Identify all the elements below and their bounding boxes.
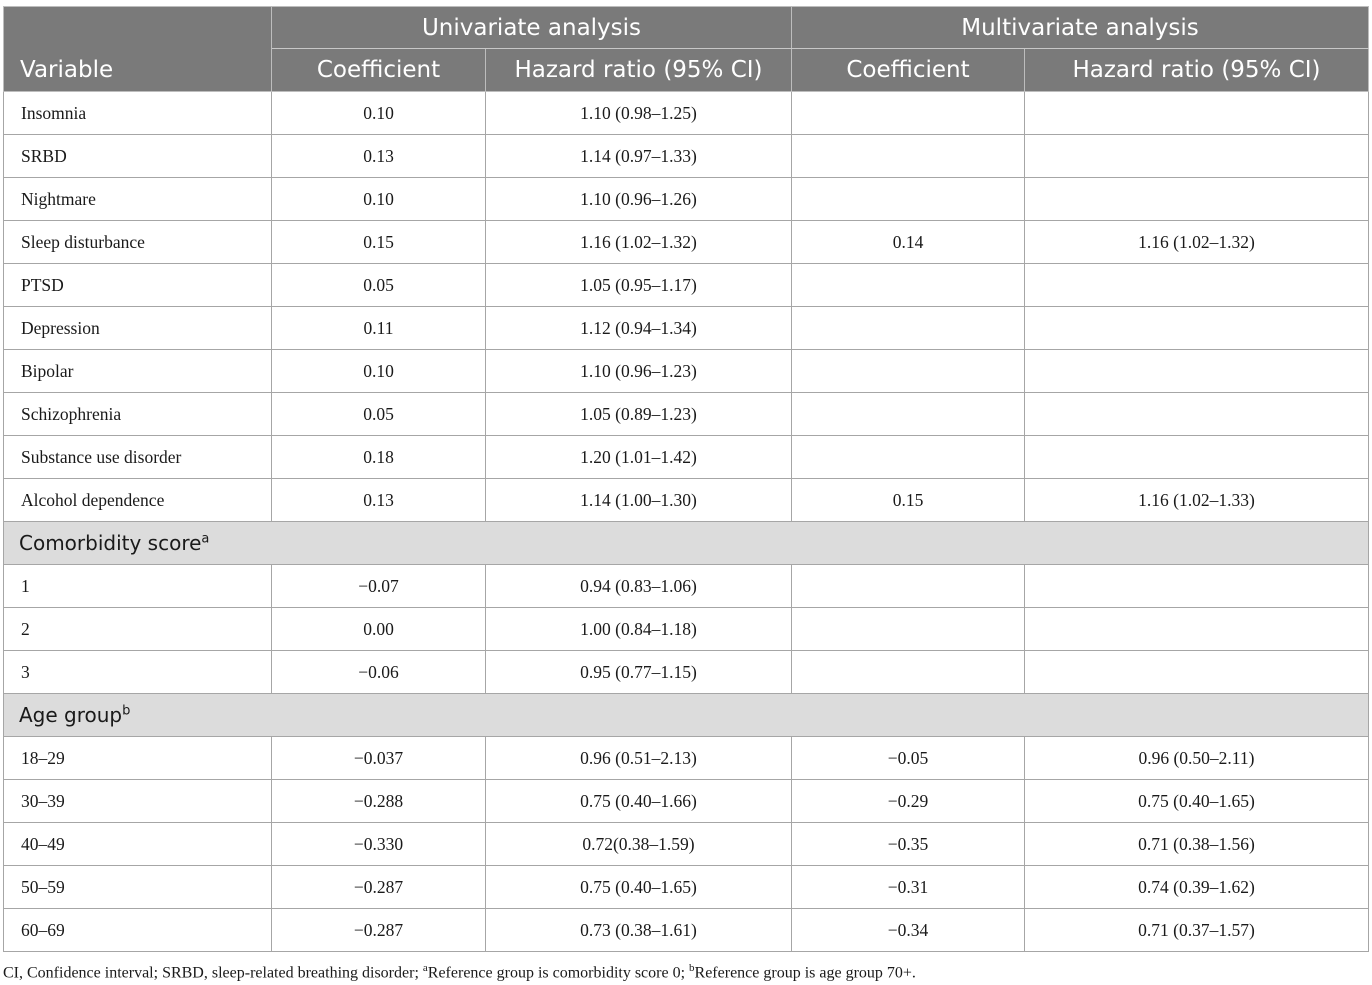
cell-multi-coef <box>792 92 1025 135</box>
cell-multi-coef: 0.15 <box>792 479 1025 522</box>
cell-uni-coef: −0.07 <box>272 565 486 608</box>
cell-variable: Schizophrenia <box>4 393 272 436</box>
cell-multi-hr <box>1025 393 1369 436</box>
cell-multi-coef <box>792 350 1025 393</box>
header-variable: Variable <box>4 7 272 92</box>
table-row <box>4 221 1369 264</box>
cell-variable: Bipolar <box>4 350 272 393</box>
cell-multi-hr <box>1025 135 1369 178</box>
cell-uni-coef: 0.05 <box>272 393 486 436</box>
cell-uni-coef: −0.06 <box>272 651 486 694</box>
cell-variable: 1 <box>4 565 272 608</box>
cell-variable: 50–59 <box>4 866 272 909</box>
section-header-comorbidity: Comorbidity score$^a$ <box>4 522 1369 565</box>
cell-uni-coef: 0.13 <box>272 479 486 522</box>
section-comorbidity <box>4 522 1369 565</box>
table-row <box>4 823 1369 866</box>
cell-uni-hr: 1.10 (0.96–1.23) <box>486 350 792 393</box>
cell-uni-coef: 0.05 <box>272 264 486 307</box>
table-row <box>4 135 1369 178</box>
cell-variable: 30–39 <box>4 780 272 823</box>
regression-table <box>3 6 1369 952</box>
cell-uni-hr: 0.96 (0.51–2.13) <box>486 737 792 780</box>
header-multivariate: Multivariate analysis <box>792 7 1369 49</box>
header-uni-coefficient: Coefficient <box>272 49 486 92</box>
table-row <box>4 479 1369 522</box>
cell-uni-hr: 0.95 (0.77–1.15) <box>486 651 792 694</box>
cell-uni-hr: 0.73 (0.38–1.61) <box>486 909 792 952</box>
cell-variable: 60–69 <box>4 909 272 952</box>
cell-multi-hr <box>1025 264 1369 307</box>
cell-uni-hr: 1.20 (1.01–1.42) <box>486 436 792 479</box>
cell-multi-hr <box>1025 307 1369 350</box>
cell-uni-hr: 1.12 (0.94–1.34) <box>486 307 792 350</box>
cell-variable: 18–29 <box>4 737 272 780</box>
cell-variable: Alcohol dependence <box>4 479 272 522</box>
table-row <box>4 866 1369 909</box>
cell-uni-hr: 1.16 (1.02–1.32) <box>486 221 792 264</box>
table-row <box>4 307 1369 350</box>
header-multi-coefficient: Coefficient <box>792 49 1025 92</box>
cell-multi-hr: 1.16 (1.02–1.33) <box>1025 479 1369 522</box>
cell-variable: PTSD <box>4 264 272 307</box>
cell-uni-coef: 0.13 <box>272 135 486 178</box>
cell-variable: Nightmare <box>4 178 272 221</box>
table-row <box>4 651 1369 694</box>
cell-uni-hr: 0.75 (0.40–1.65) <box>486 866 792 909</box>
table-row <box>4 178 1369 221</box>
cell-multi-hr <box>1025 92 1369 135</box>
cell-multi-hr <box>1025 436 1369 479</box>
section-header-age-group: Age group$^b$ <box>4 694 1369 737</box>
cell-variable: Sleep disturbance <box>4 221 272 264</box>
cell-multi-hr: 0.71 (0.38–1.56) <box>1025 823 1369 866</box>
cell-uni-hr: 1.05 (0.89–1.23) <box>486 393 792 436</box>
cell-multi-hr <box>1025 651 1369 694</box>
section-age <box>4 694 1369 737</box>
table-body-age <box>4 737 1369 952</box>
cell-multi-hr: 1.16 (1.02–1.32) <box>1025 221 1369 264</box>
cell-uni-coef: 0.18 <box>272 436 486 479</box>
cell-uni-coef: 0.10 <box>272 178 486 221</box>
cell-multi-coef <box>792 651 1025 694</box>
cell-uni-coef: 0.11 <box>272 307 486 350</box>
table-body-main <box>4 92 1369 522</box>
header-uni-hazard-ratio: Hazard ratio (95% CI) <box>486 49 792 92</box>
cell-multi-coef <box>792 565 1025 608</box>
cell-multi-coef <box>792 264 1025 307</box>
cell-uni-hr: 1.10 (0.96–1.26) <box>486 178 792 221</box>
cell-multi-coef: −0.34 <box>792 909 1025 952</box>
cell-uni-hr: 1.14 (0.97–1.33) <box>486 135 792 178</box>
cell-uni-coef: −0.287 <box>272 909 486 952</box>
cell-uni-hr: 0.72(0.38–1.59) <box>486 823 792 866</box>
table-row <box>4 92 1369 135</box>
cell-variable: Insomnia <box>4 92 272 135</box>
cell-uni-coef: 0.10 <box>272 92 486 135</box>
cell-uni-hr: 0.94 (0.83–1.06) <box>486 565 792 608</box>
cell-multi-hr <box>1025 350 1369 393</box>
table-row <box>4 264 1369 307</box>
cell-multi-hr: 0.75 (0.40–1.65) <box>1025 780 1369 823</box>
cell-uni-hr: 0.75 (0.40–1.66) <box>486 780 792 823</box>
table-body-comorbidity <box>4 565 1369 694</box>
cell-multi-coef: −0.05 <box>792 737 1025 780</box>
table-row <box>4 436 1369 479</box>
table-row <box>4 608 1369 651</box>
table-row <box>4 565 1369 608</box>
cell-uni-hr: 1.00 (0.84–1.18) <box>486 608 792 651</box>
cell-multi-coef <box>792 436 1025 479</box>
cell-multi-hr <box>1025 565 1369 608</box>
cell-multi-coef: −0.29 <box>792 780 1025 823</box>
cell-uni-coef: −0.037 <box>272 737 486 780</box>
cell-variable: 3 <box>4 651 272 694</box>
cell-variable: 40–49 <box>4 823 272 866</box>
cell-uni-hr: 1.05 (0.95–1.17) <box>486 264 792 307</box>
cell-variable: Depression <box>4 307 272 350</box>
cell-multi-hr <box>1025 608 1369 651</box>
cell-variable: 2 <box>4 608 272 651</box>
cell-uni-coef: 0.15 <box>272 221 486 264</box>
header-univariate: Univariate analysis <box>272 7 792 49</box>
cell-multi-coef <box>792 178 1025 221</box>
cell-multi-coef: −0.35 <box>792 823 1025 866</box>
cell-uni-coef: 0.00 <box>272 608 486 651</box>
cell-uni-hr: 1.10 (0.98–1.25) <box>486 92 792 135</box>
cell-multi-coef: −0.31 <box>792 866 1025 909</box>
table-row <box>4 909 1369 952</box>
header-multi-hazard-ratio: Hazard ratio (95% CI) <box>1025 49 1369 92</box>
cell-multi-hr: 0.71 (0.37–1.57) <box>1025 909 1369 952</box>
table-row <box>4 737 1369 780</box>
cell-multi-coef: 0.14 <box>792 221 1025 264</box>
cell-multi-coef <box>792 608 1025 651</box>
cell-multi-coef <box>792 307 1025 350</box>
cell-uni-hr: 1.14 (1.00–1.30) <box>486 479 792 522</box>
cell-uni-coef: −0.287 <box>272 866 486 909</box>
table-footnote: CI, Confidence interval; SRBD, sleep-related breathing disorder; $^a$Reference group is comorbidity score 0; $^b$Reference group is age group 70+. <box>3 962 916 982</box>
cell-uni-coef: −0.288 <box>272 780 486 823</box>
table-row <box>4 393 1369 436</box>
cell-multi-hr: 0.96 (0.50–2.11) <box>1025 737 1369 780</box>
cell-multi-hr: 0.74 (0.39–1.62) <box>1025 866 1369 909</box>
cell-uni-coef: 0.10 <box>272 350 486 393</box>
cell-multi-coef <box>792 135 1025 178</box>
cell-variable: Substance use disorder <box>4 436 272 479</box>
table-row <box>4 780 1369 823</box>
cell-uni-coef: −0.330 <box>272 823 486 866</box>
cell-multi-coef <box>792 393 1025 436</box>
table-row <box>4 350 1369 393</box>
cell-variable: SRBD <box>4 135 272 178</box>
cell-multi-hr <box>1025 178 1369 221</box>
